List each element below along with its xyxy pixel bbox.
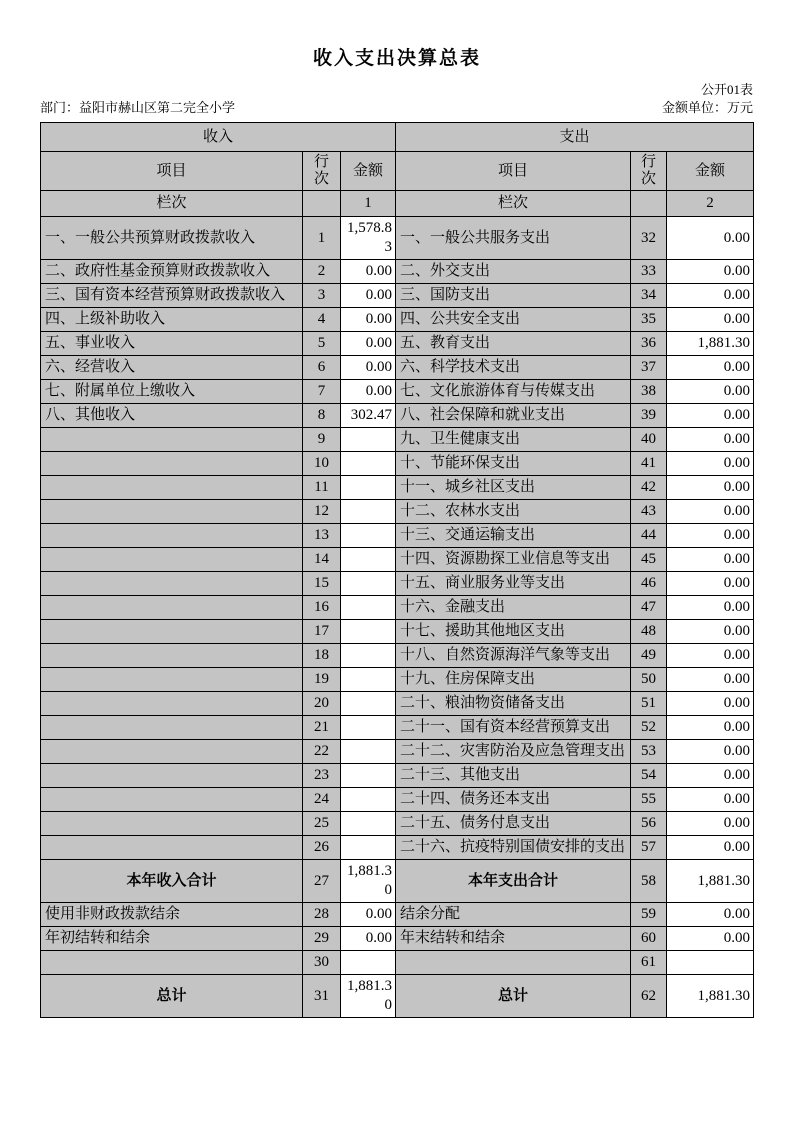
section-header-row	[41, 123, 754, 152]
table-row	[41, 308, 754, 332]
expense-column-index: 2	[667, 191, 754, 217]
income-amount-cell: 302.47	[341, 404, 396, 428]
income-amount-cell	[341, 596, 396, 620]
income-line-cell: 13	[303, 524, 341, 548]
expense-item-cell: 结余分配	[396, 903, 631, 927]
expense-line-header-label: 行次	[641, 154, 657, 187]
expense-item-cell: 十二、农林水支出	[396, 500, 631, 524]
income-line-cell: 31	[303, 975, 341, 1018]
expense-amount-cell	[667, 951, 754, 975]
income-amount-cell: 1,578.83	[341, 217, 396, 260]
income-item-cell	[41, 740, 303, 764]
expense-amount-cell: 0.00	[667, 476, 754, 500]
expense-item-cell: 年末结转和结余	[396, 927, 631, 951]
expense-line-cell: 38	[631, 380, 667, 404]
income-amount-cell: 0.00	[341, 284, 396, 308]
income-item-cell: 七、附属单位上缴收入	[41, 380, 303, 404]
income-line-cell: 20	[303, 692, 341, 716]
income-line-cell: 4	[303, 308, 341, 332]
expense-amount-cell: 0.00	[667, 284, 754, 308]
table-row	[41, 975, 754, 1018]
income-section-header: 收入	[41, 123, 396, 152]
income-amount-cell	[341, 788, 396, 812]
expense-line-cell: 50	[631, 668, 667, 692]
expense-amount-cell: 0.00	[667, 812, 754, 836]
expense-amount-cell: 0.00	[667, 764, 754, 788]
income-amount-header: 金额	[341, 152, 396, 191]
expense-amount-cell: 0.00	[667, 548, 754, 572]
income-line-cell: 29	[303, 927, 341, 951]
expense-item-cell: 十六、金融支出	[396, 596, 631, 620]
table-row	[41, 788, 754, 812]
expense-item-cell: 一、一般公共服务支出	[396, 217, 631, 260]
expense-line-header	[631, 152, 667, 191]
income-item-cell	[41, 716, 303, 740]
income-line-cell: 10	[303, 452, 341, 476]
expense-item-cell: 二十五、债务付息支出	[396, 812, 631, 836]
expense-line-cell: 47	[631, 596, 667, 620]
table-row	[41, 860, 754, 903]
expense-line-cell: 34	[631, 284, 667, 308]
income-amount-cell: 1,881.30	[341, 975, 396, 1018]
expense-item-cell: 十八、自然资源海洋气象等支出	[396, 644, 631, 668]
income-column-label: 栏次	[41, 191, 303, 217]
table-row	[41, 596, 754, 620]
income-item-cell	[41, 951, 303, 975]
income-item-cell	[41, 692, 303, 716]
income-item-header: 项目	[41, 152, 303, 191]
table-row	[41, 404, 754, 428]
income-item-cell	[41, 596, 303, 620]
meta-row	[40, 100, 753, 116]
expense-amount-cell: 0.00	[667, 380, 754, 404]
income-amount-cell	[341, 716, 396, 740]
income-amount-cell	[341, 644, 396, 668]
expense-line-cell: 33	[631, 260, 667, 284]
income-line-cell: 24	[303, 788, 341, 812]
expense-amount-cell: 0.00	[667, 836, 754, 860]
expense-item-cell: 二十四、债务还本支出	[396, 788, 631, 812]
expense-amount-cell: 0.00	[667, 217, 754, 260]
expense-amount-cell: 0.00	[667, 500, 754, 524]
income-line-cell: 28	[303, 903, 341, 927]
income-line-cell: 14	[303, 548, 341, 572]
income-amount-cell	[341, 452, 396, 476]
income-item-cell	[41, 644, 303, 668]
table-row	[41, 668, 754, 692]
table-row	[41, 812, 754, 836]
income-line-cell: 22	[303, 740, 341, 764]
expense-item-cell: 二十二、灾害防治及应急管理支出	[396, 740, 631, 764]
expense-amount-cell: 0.00	[667, 308, 754, 332]
income-amount-cell	[341, 951, 396, 975]
expense-line-cell: 46	[631, 572, 667, 596]
expense-item-cell: 二十一、国有资本经营预算支出	[396, 716, 631, 740]
expense-section-header: 支出	[396, 123, 754, 152]
income-item-cell: 五、事业收入	[41, 332, 303, 356]
table-row	[41, 644, 754, 668]
income-column-label-spacer	[303, 191, 341, 217]
income-amount-cell: 1,881.30	[341, 860, 396, 903]
income-item-cell	[41, 428, 303, 452]
table-row	[41, 764, 754, 788]
expense-amount-cell: 0.00	[667, 644, 754, 668]
income-item-cell	[41, 476, 303, 500]
income-item-cell	[41, 572, 303, 596]
income-line-cell: 23	[303, 764, 341, 788]
income-item-cell	[41, 812, 303, 836]
income-item-cell: 六、经营收入	[41, 356, 303, 380]
expense-item-cell: 十九、住房保障支出	[396, 668, 631, 692]
expense-item-cell: 二十三、其他支出	[396, 764, 631, 788]
income-item-cell	[41, 668, 303, 692]
income-amount-cell	[341, 548, 396, 572]
expense-item-cell: 二十、粮油物资储备支出	[396, 692, 631, 716]
income-line-header-label: 行次	[314, 154, 330, 187]
expense-amount-cell: 0.00	[667, 596, 754, 620]
expense-item-cell	[396, 951, 631, 975]
income-line-cell: 5	[303, 332, 341, 356]
expense-item-cell: 十五、商业服务业等支出	[396, 572, 631, 596]
income-item-cell: 本年收入合计	[41, 860, 303, 903]
expense-item-cell: 四、公共安全支出	[396, 308, 631, 332]
expense-item-cell: 十一、城乡社区支出	[396, 476, 631, 500]
expense-line-cell: 39	[631, 404, 667, 428]
expense-amount-cell: 1,881.30	[667, 332, 754, 356]
expense-item-cell: 三、国防支出	[396, 284, 631, 308]
expense-line-cell: 42	[631, 476, 667, 500]
expense-line-cell: 52	[631, 716, 667, 740]
income-amount-cell	[341, 524, 396, 548]
expense-amount-cell: 0.00	[667, 716, 754, 740]
table-row	[41, 476, 754, 500]
expense-line-cell: 58	[631, 860, 667, 903]
expense-line-cell: 53	[631, 740, 667, 764]
expense-line-cell: 41	[631, 452, 667, 476]
income-amount-cell: 0.00	[341, 260, 396, 284]
expense-line-cell: 43	[631, 500, 667, 524]
table-row	[41, 500, 754, 524]
table-row	[41, 836, 754, 860]
expense-line-cell: 54	[631, 764, 667, 788]
expense-amount-cell: 0.00	[667, 452, 754, 476]
income-column-index: 1	[341, 191, 396, 217]
table-row	[41, 452, 754, 476]
expense-line-cell: 55	[631, 788, 667, 812]
expense-item-cell: 二、外交支出	[396, 260, 631, 284]
income-amount-cell	[341, 836, 396, 860]
income-item-cell	[41, 764, 303, 788]
expense-line-cell: 51	[631, 692, 667, 716]
income-item-cell: 年初结转和结余	[41, 927, 303, 951]
expense-amount-cell: 0.00	[667, 740, 754, 764]
table-row	[41, 692, 754, 716]
income-line-cell: 8	[303, 404, 341, 428]
expense-item-header: 项目	[396, 152, 631, 191]
table-row	[41, 428, 754, 452]
expense-item-cell: 五、教育支出	[396, 332, 631, 356]
income-item-cell: 三、国有资本经营预算财政拨款收入	[41, 284, 303, 308]
expense-line-cell: 32	[631, 217, 667, 260]
expense-amount-cell: 0.00	[667, 260, 754, 284]
income-amount-cell	[341, 740, 396, 764]
expense-line-cell: 59	[631, 903, 667, 927]
income-amount-cell	[341, 476, 396, 500]
expense-amount-cell: 1,881.30	[667, 860, 754, 903]
expense-line-cell: 56	[631, 812, 667, 836]
income-item-cell	[41, 620, 303, 644]
table-row	[41, 260, 754, 284]
table-row	[41, 716, 754, 740]
expense-item-cell: 二十六、抗疫特别国债安排的支出	[396, 836, 631, 860]
income-amount-cell: 0.00	[341, 308, 396, 332]
column-header-row	[41, 152, 754, 191]
income-item-cell: 二、政府性基金预算财政拨款收入	[41, 260, 303, 284]
income-item-cell	[41, 836, 303, 860]
income-line-cell: 15	[303, 572, 341, 596]
expense-item-cell: 十三、交通运输支出	[396, 524, 631, 548]
expense-column-label: 栏次	[396, 191, 631, 217]
table-row	[41, 951, 754, 975]
income-amount-cell: 0.00	[341, 927, 396, 951]
budget-summary-table	[40, 122, 754, 1018]
expense-amount-cell: 0.00	[667, 668, 754, 692]
expense-item-cell: 八、社会保障和就业支出	[396, 404, 631, 428]
income-line-cell: 11	[303, 476, 341, 500]
income-line-cell: 6	[303, 356, 341, 380]
table-row	[41, 903, 754, 927]
expense-amount-cell: 0.00	[667, 620, 754, 644]
expense-item-cell: 九、卫生健康支出	[396, 428, 631, 452]
expense-item-cell: 十、节能环保支出	[396, 452, 631, 476]
table-meta	[40, 82, 753, 116]
income-line-cell: 30	[303, 951, 341, 975]
column-index-row	[41, 191, 754, 217]
expense-amount-header: 金额	[667, 152, 754, 191]
table-row	[41, 332, 754, 356]
income-item-cell	[41, 524, 303, 548]
income-amount-cell	[341, 500, 396, 524]
expense-item-cell: 十四、资源勘探工业信息等支出	[396, 548, 631, 572]
income-item-cell	[41, 548, 303, 572]
income-line-cell: 16	[303, 596, 341, 620]
income-line-cell: 21	[303, 716, 341, 740]
table-row	[41, 217, 754, 260]
income-item-cell: 使用非财政拨款结余	[41, 903, 303, 927]
expense-line-cell: 61	[631, 951, 667, 975]
expense-amount-cell: 0.00	[667, 903, 754, 927]
table-row	[41, 927, 754, 951]
income-line-cell: 25	[303, 812, 341, 836]
expense-line-cell: 44	[631, 524, 667, 548]
income-amount-cell: 0.00	[341, 332, 396, 356]
expense-column-label-spacer	[631, 191, 667, 217]
expense-line-cell: 62	[631, 975, 667, 1018]
expense-line-cell: 60	[631, 927, 667, 951]
table-row	[41, 284, 754, 308]
expense-line-cell: 57	[631, 836, 667, 860]
income-item-cell: 一、一般公共预算财政拨款收入	[41, 217, 303, 260]
income-line-cell: 7	[303, 380, 341, 404]
income-item-cell: 四、上级补助收入	[41, 308, 303, 332]
income-line-header	[303, 152, 341, 191]
expense-amount-cell: 0.00	[667, 572, 754, 596]
income-item-cell	[41, 452, 303, 476]
table-row	[41, 548, 754, 572]
income-item-cell: 八、其他收入	[41, 404, 303, 428]
expense-line-cell: 37	[631, 356, 667, 380]
expense-line-cell: 45	[631, 548, 667, 572]
income-amount-cell	[341, 764, 396, 788]
table-row	[41, 524, 754, 548]
department-label: 部门：益阳市赫山区第二完全小学	[40, 100, 236, 115]
income-amount-cell	[341, 812, 396, 836]
income-line-cell: 17	[303, 620, 341, 644]
expense-item-cell: 十七、援助其他地区支出	[396, 620, 631, 644]
page-title: 收入支出决算总表	[312, 48, 481, 69]
expense-amount-cell: 0.00	[667, 428, 754, 452]
income-line-cell: 19	[303, 668, 341, 692]
expense-line-cell: 36	[631, 332, 667, 356]
income-line-cell: 18	[303, 644, 341, 668]
income-line-cell: 3	[303, 284, 341, 308]
table-row	[41, 380, 754, 404]
income-line-cell: 2	[303, 260, 341, 284]
expense-amount-cell: 0.00	[667, 524, 754, 548]
unit-label: 金额单位：万元	[661, 100, 753, 115]
income-amount-cell	[341, 428, 396, 452]
income-amount-cell: 0.00	[341, 380, 396, 404]
income-amount-cell	[341, 692, 396, 716]
income-amount-cell: 0.00	[341, 903, 396, 927]
table-row	[41, 572, 754, 596]
income-item-cell: 总计	[41, 975, 303, 1018]
expense-item-cell: 六、科学技术支出	[396, 356, 631, 380]
income-line-cell: 27	[303, 860, 341, 903]
income-amount-cell	[341, 620, 396, 644]
table-row	[41, 356, 754, 380]
expense-line-cell: 49	[631, 644, 667, 668]
expense-line-cell: 35	[631, 308, 667, 332]
income-line-cell: 9	[303, 428, 341, 452]
expense-item-cell: 七、文化旅游体育与传媒支出	[396, 380, 631, 404]
income-line-cell: 1	[303, 217, 341, 260]
income-item-cell	[41, 788, 303, 812]
expense-line-cell: 48	[631, 620, 667, 644]
expense-amount-cell: 0.00	[667, 692, 754, 716]
table-row	[41, 740, 754, 764]
expense-amount-cell: 0.00	[667, 927, 754, 951]
table-body	[41, 217, 754, 1018]
expense-item-cell: 总计	[396, 975, 631, 1018]
expense-amount-cell: 0.00	[667, 404, 754, 428]
income-amount-cell: 0.00	[341, 356, 396, 380]
expense-amount-cell: 1,881.30	[667, 975, 754, 1018]
income-item-cell	[41, 500, 303, 524]
income-amount-cell	[341, 572, 396, 596]
table-row	[41, 620, 754, 644]
expense-item-cell: 本年支出合计	[396, 860, 631, 903]
expense-amount-cell: 0.00	[667, 356, 754, 380]
expense-line-cell: 40	[631, 428, 667, 452]
expense-amount-cell: 0.00	[667, 788, 754, 812]
table-code: 公开01表	[700, 82, 753, 97]
income-line-cell: 26	[303, 836, 341, 860]
income-line-cell: 12	[303, 500, 341, 524]
income-amount-cell	[341, 668, 396, 692]
